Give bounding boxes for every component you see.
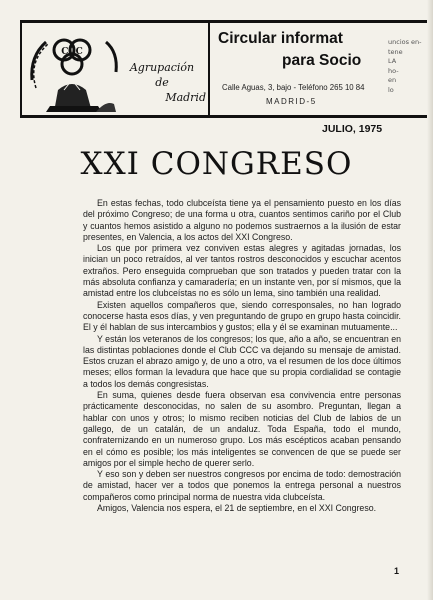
paragraph: En suma, quienes desde fuera observan esa convivencia entre personas prácticamente desconocidas, no salen de su asombro. Preguntan, llegan a hablar con unos y otros; lo mismo reciben noticias del Club de labios de un gallego, de un catalán, de un andaluz. Toda España, todo el mundo, confraternizando en un numeroso grupo. Los más escépticos acaban pensando en el cómo es posible; los más inteligentes se convencen de que se puede ser amigos por el simple hecho de querer serlo. [83, 390, 401, 468]
paragraph: Amigos, Valencia nos espera, el 21 de septiembre, en el XXI Congreso. [97, 503, 377, 514]
masthead-title-line2: para Socio [282, 52, 362, 69]
org-name-line2: de [155, 76, 169, 89]
page-number: 1 [394, 566, 400, 576]
address-line: Calle Aguas, 3, bajo - Teléfono 265 10 84 [222, 83, 365, 92]
org-name [112, 60, 212, 105]
paragraph: En estas fechas, todo clubceísta tiene ya el pensamiento puesto en los días del próximo Congreso; de una forma u otra, cuantos sentimos cariño por el Club y cuantos hemos asistido a alguno no podemos sustraernos a la ilusión de estar presentes, en Valencia, a los actos del XXI Congreso. [83, 198, 401, 242]
masthead-title-line1: Circular informat [218, 30, 343, 47]
club-logo-icon [24, 28, 124, 114]
bleed-through-text: uncios en- tene LA ho- en lo [388, 38, 422, 94]
issue-date: JULIO, 1975 [322, 123, 383, 135]
paragraph: Existen aquellos compañeros que, siendo corresponsales, no han logrado conocerse hasta esos días, y ven preguntando de grupo en grupo hasta coincidir. El y él hablan de sus intercambios y gustos; ella y él se examinan mutuamente... [83, 299, 401, 333]
article-body [83, 198, 401, 514]
paragraph: Y eso son y deben ser nuestros congresos por encima de todo: demostración de amistad, hacer ver a todos que ponemos la entrega personal a nuestros compañeros como principal norma de nuestra vida clubceísta. [83, 469, 401, 502]
paper-edge [427, 0, 433, 600]
city-line: MADRID-5 [266, 97, 317, 106]
org-name-line1: Agrupación [129, 61, 195, 74]
masthead-title [218, 30, 390, 74]
org-name-line3: Madrid [165, 91, 206, 104]
headline: XXI CONGRESO [80, 146, 353, 182]
paragraph: Y están los veteranos de los congresos; los que, año a año, se encuentran en las distintas poblaciones donde el Club CCC va dejando su mensaje de amistad. Estos cruzan el abrazo amigo y, de uno a otro, va el resumen de los doce últimos meses; ellos forman la levadura que hace que su propia cordialidad se contagie a todos los demás congresistas. [83, 333, 401, 389]
paragraph: Los que por primera vez conviven estas alegres y agitadas jornadas, los inician un poco retraídos, al ver tantos rostros desconocidos y escuchar acentos extraños. Pero enseguida comprueban que son tratados y pueden tratar con la más absoluta confianza y camaradería; en un instante ven, por sí mismos, que la amistad entre los clubceístas no es sólo un lema, sino también una realidad. [83, 243, 401, 299]
logo-letters: CCC [61, 47, 83, 57]
